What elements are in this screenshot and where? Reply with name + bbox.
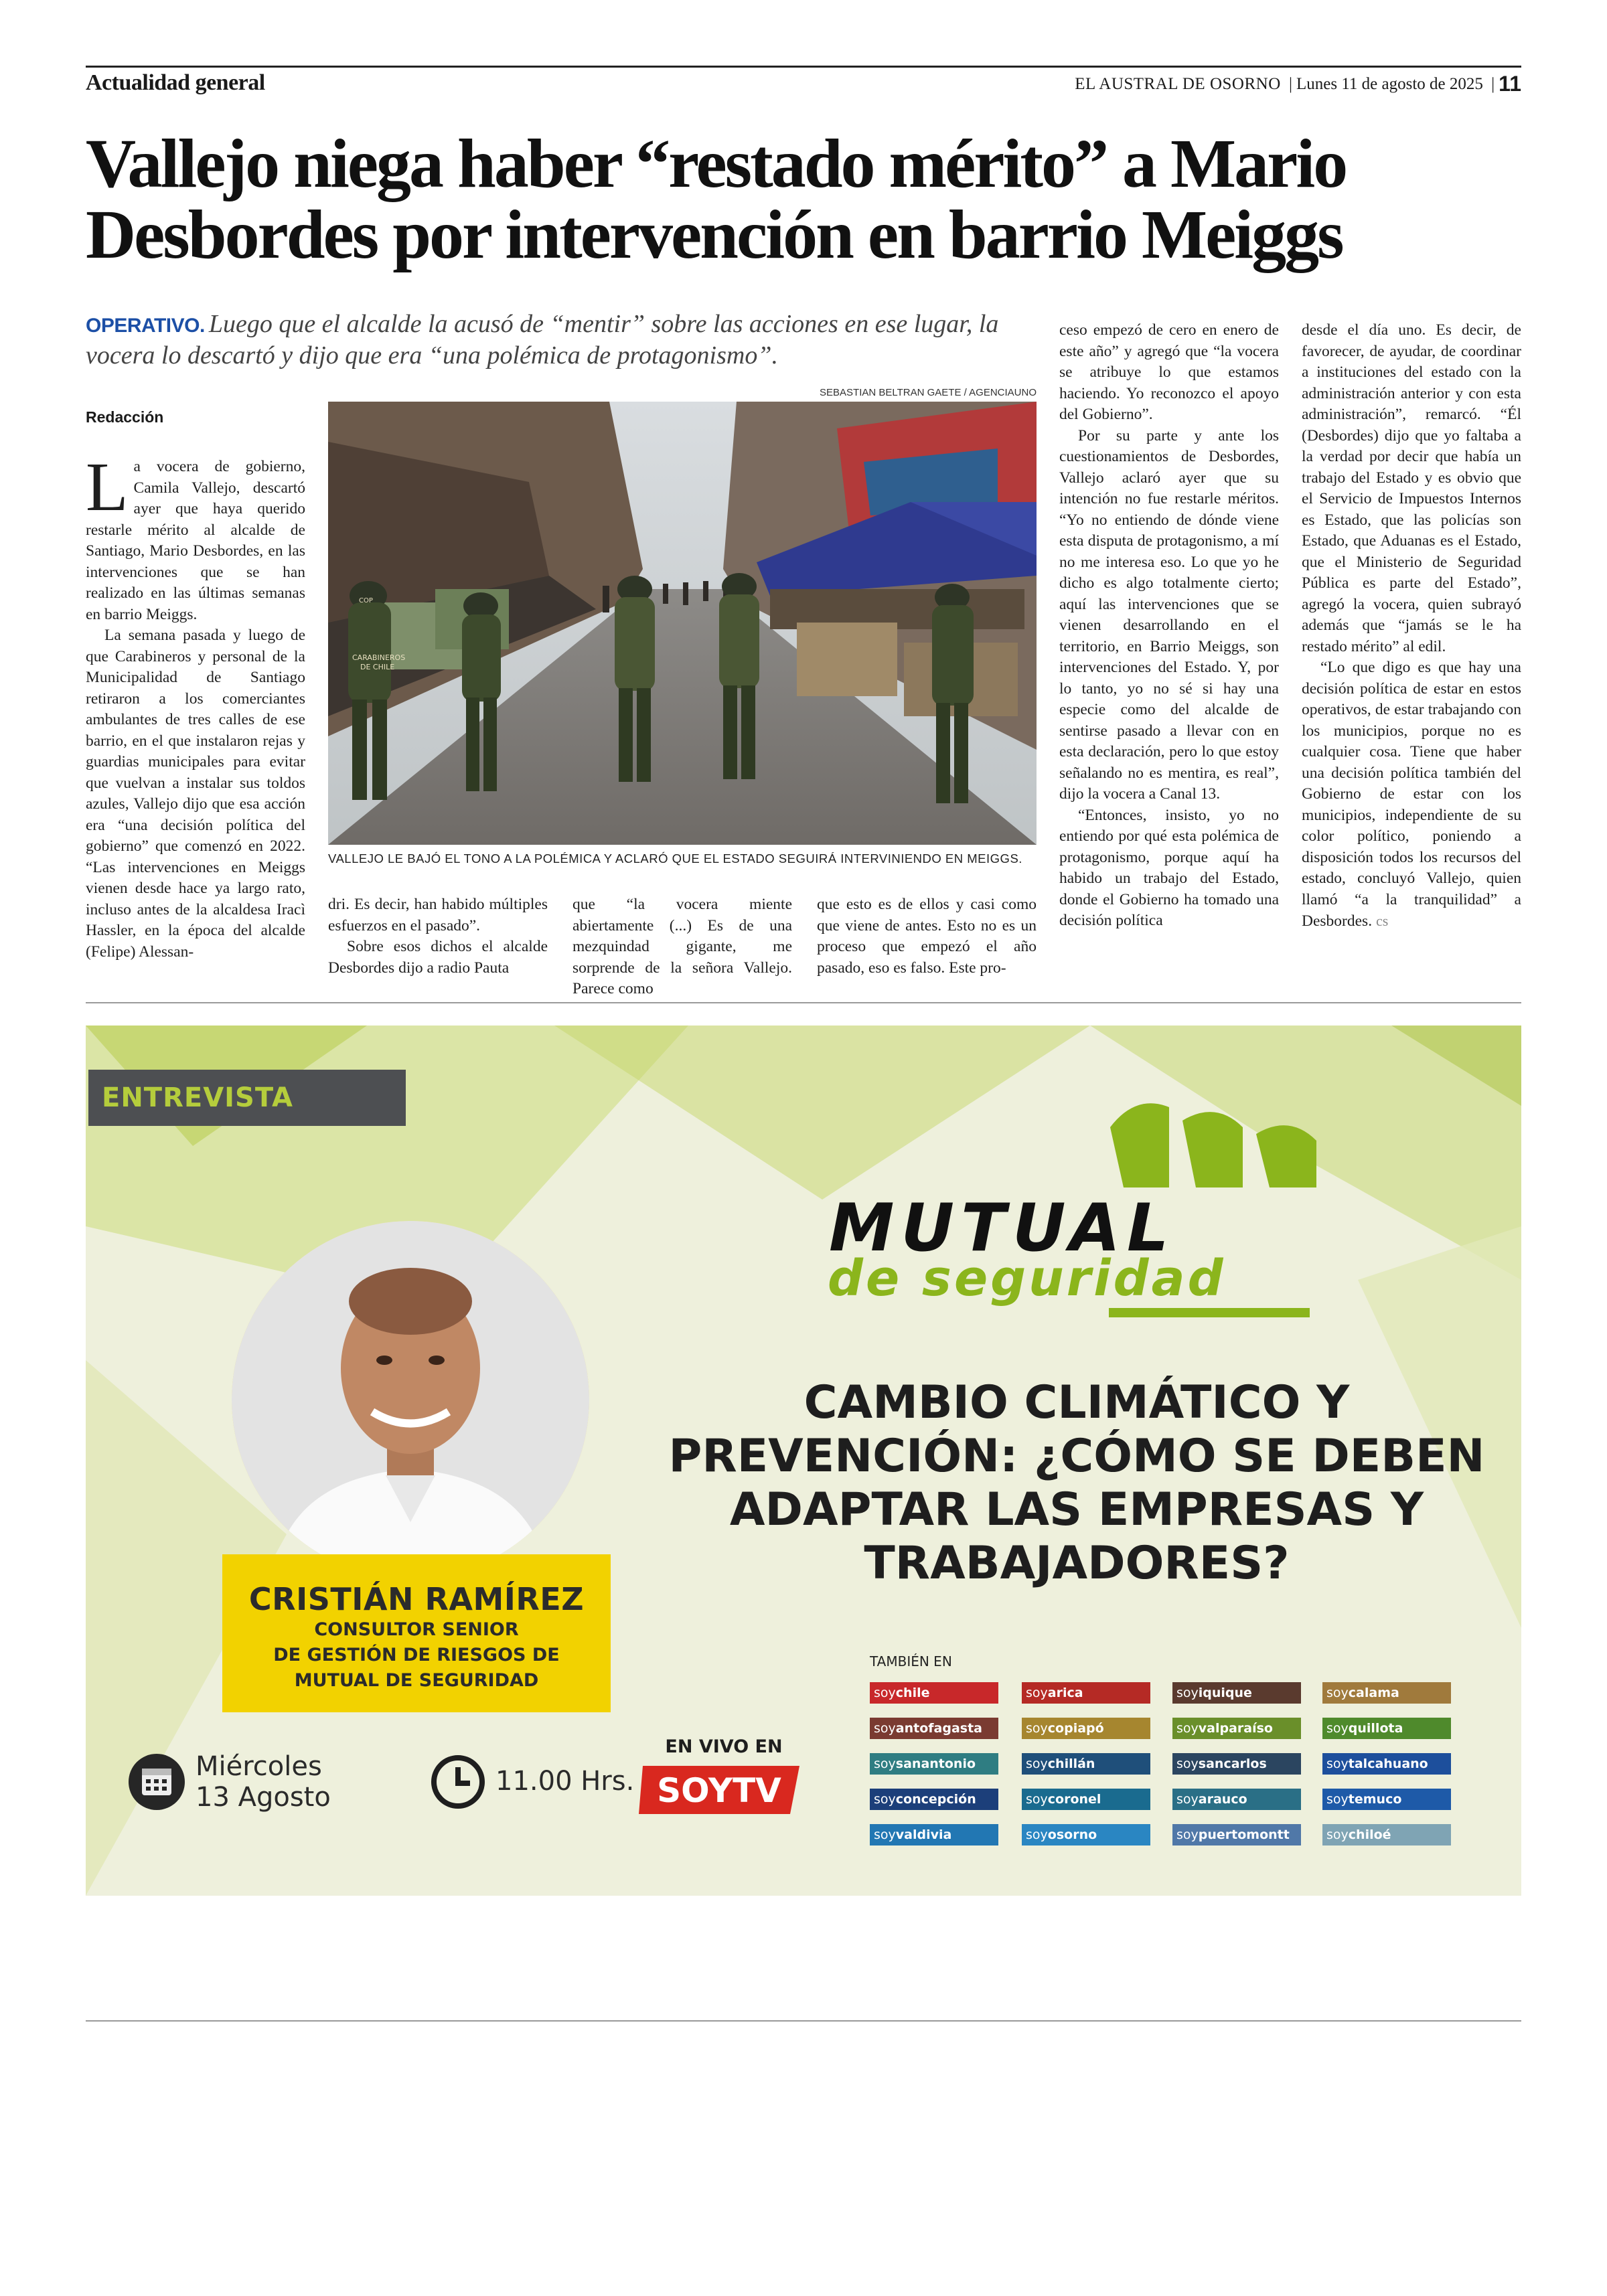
channel-chip <box>1172 1789 1301 1810</box>
channel-prefix: soy <box>1326 1756 1349 1771</box>
channel-name: iquique <box>1198 1686 1252 1700</box>
svg-text:SOYTV: SOYTV <box>657 1771 781 1810</box>
paragraph: “Lo que digo es que hay una decisión política de estar en estos operativos, de estar trabajando con los municipios, porque no es cualquier cosa. Tiene que haber una decisión política también del Gobierno de estar con los municipios, independiente de su color político, poniendo a disposición todos los recursos del estado, concluyó Vallejo, quien llamó “a la tranquilidad” a Desbordes. cs <box>1302 659 1521 930</box>
article-column-1 <box>86 448 305 963</box>
channel-chip <box>1022 1753 1150 1775</box>
portrait <box>232 1221 589 1578</box>
publication-name: EL AUSTRAL DE OSORNO <box>1075 75 1281 93</box>
calendar-icon <box>129 1754 185 1810</box>
event-date <box>196 1751 331 1813</box>
paragraph: Sobre esos dichos el alcalde Desbordes dijo a radio Pauta <box>328 938 548 977</box>
channel-prefix: soy <box>874 1827 896 1842</box>
channel-chip <box>1022 1824 1150 1846</box>
channel-prefix: soy <box>1026 1792 1048 1807</box>
paragraph: Por su parte y ante los cuestionamientos de Desbordes, Vallejo aclaró ayer que su intención no fue restarle méritos. “Yo no entiendo de dónde viene esta disputa de protagonismo, a mí no me interesa eso. Lo que yo he dicho es algo totalmente cierto; aquí las intervenciones que se vienen desarrollando en el territorio, en Barrio Meiggs, son intervenciones del Estado. Y, por lo tanto, yo no sé si hay una especie como del alcalde de sentirse pasado a llevar con en esta declaración, pero lo que estoy señalando no es mentira, es real”, dijo la vocera a Canal 13. <box>1059 426 1279 803</box>
paragraph: “Entonces, insisto, yo no entiendo por qué esta polémica de protagonismo, porque aquí ha habido un trabajo del Estado, donde el Gobierno ha tomado una decisión política <box>1059 806 1279 929</box>
lead-text: Luego que el alcalde la acusó de “mentir” sobre las acciones en ese lugar, la vocera lo descartó y dijo que era “una polémica de protagonismo”. <box>86 310 999 370</box>
channel-name: chillán <box>1047 1756 1095 1771</box>
channel-prefix: soy <box>874 1756 896 1771</box>
dropcap: L <box>86 448 129 525</box>
channel-prefix: soy <box>1326 1792 1349 1807</box>
speaker-role-3: MUTUAL DE SEGURIDAD <box>294 1670 539 1691</box>
channel-chip <box>1172 1718 1301 1739</box>
channel-name: coronel <box>1047 1792 1101 1807</box>
top-divider <box>86 1002 1521 1003</box>
lead-paragraph <box>86 309 1050 371</box>
channel-chip <box>870 1824 998 1846</box>
logo-tagline: de seguridad <box>828 1250 1226 1307</box>
paragraph: que “la vocera miente abiertamente (...) Es de una mezquindad gigante, me sorprende de la señora Vallejo. Parece como <box>572 896 792 997</box>
end-mark: cs <box>1375 912 1389 929</box>
section-name: Actualidad general <box>86 70 265 95</box>
channel-prefix: soy <box>874 1721 896 1736</box>
channel-chip <box>870 1753 998 1775</box>
channel-chip <box>1022 1718 1150 1739</box>
channel-chip <box>1322 1824 1451 1846</box>
channel-prefix: soy <box>1026 1721 1048 1736</box>
ad-label: ENTREVISTA <box>88 1070 406 1126</box>
channel-prefix: soy <box>874 1686 896 1700</box>
page-number: 11 <box>1499 72 1521 96</box>
soytv-logo-icon <box>639 1763 799 1817</box>
svg-text:CARABINEROS: CARABINEROS <box>352 653 406 662</box>
channel-prefix: soy <box>1326 1686 1349 1700</box>
channel-name: copiapó <box>1047 1721 1104 1736</box>
channel-name: sancarlos <box>1198 1756 1267 1771</box>
channel-name: puertomontt <box>1198 1827 1290 1842</box>
speaker-role-1: CONSULTOR SENIOR <box>314 1619 519 1640</box>
kicker: OPERATIVO. <box>86 315 205 337</box>
logo-wordmark: MUTUAL <box>829 1190 1176 1266</box>
channel-prefix: soy <box>1176 1686 1199 1700</box>
channel-prefix: soy <box>1176 1792 1199 1807</box>
clock-icon <box>430 1754 486 1810</box>
svg-text:DE CHILE: DE CHILE <box>360 663 395 671</box>
channel-chip <box>1172 1682 1301 1704</box>
channel-prefix: soy <box>1026 1827 1048 1842</box>
header-meta <box>1075 72 1521 96</box>
channel-chip <box>870 1718 998 1739</box>
speaker-name: CRISTIÁN RAMÍREZ <box>248 1581 585 1617</box>
channel-name: chile <box>895 1686 930 1700</box>
also-on-label: TAMBIÉN EN <box>870 1653 952 1669</box>
channel-name: talcahuano <box>1348 1756 1428 1771</box>
article-column-2 <box>328 894 548 979</box>
page-header <box>86 66 1521 98</box>
byline: Redacción <box>86 408 164 426</box>
paragraph: La vocera de gobierno, Camila Vallejo, descartó ayer que haya querido restarle mérito al alcalde de Santiago, Mario Desbordes, en las intervenciones que se han realizado en las últimas semanas en barrio Meiggs. <box>86 448 305 623</box>
bottom-divider <box>86 2020 1521 2022</box>
event-date-value: 13 Agosto <box>196 1782 331 1813</box>
channel-name: quillota <box>1348 1721 1403 1736</box>
photo-caption: VALLEJO LE BAJÓ EL TONO A LA POLÉMICA Y ACLARÓ QUE EL ESTADO SEGUIRÁ INTERVINIENDO EN MEIGGS. <box>328 851 1022 866</box>
channel-chip <box>870 1682 998 1704</box>
photo-credit: SEBASTIAN BELTRAN GAETE / AGENCIAUNO <box>820 387 1037 398</box>
channel-name: calama <box>1348 1686 1399 1700</box>
live-label: EN VIVO EN <box>665 1736 783 1757</box>
channel-name: arica <box>1047 1686 1083 1700</box>
channel-name: concepción <box>895 1792 976 1807</box>
channel-chip <box>1172 1824 1301 1846</box>
headline: Vallejo niega haber “restado mérito” a Mario Desbordes por intervención en barrio Meiggs <box>86 125 1347 273</box>
channel-grid <box>870 1682 1459 1870</box>
channel-name: sanantonio <box>895 1756 976 1771</box>
channel-prefix: soy <box>1176 1827 1199 1842</box>
paragraph: ceso empezó de cero en enero de este año” y agregó que “la vocera se atribuye lo que estamos haciendo. Yo reconozco el apoyo del Gobierno”. <box>1059 321 1279 423</box>
channel-chip <box>1322 1682 1451 1704</box>
person-photo <box>232 1221 589 1578</box>
paragraph: desde el día uno. Es decir, de favorecer, de ayudar, de coordinar a instituciones del estado con la administración anterior y con esta administración”, remarcó. “Él (Desbordes) dijo que yo faltaba a la verdad por decir que había un trabajo del Estado y es obvio que el Servicio de Impuestos Internos es Estado, que las policías son Estado, que Aduanas es el Estado, que el Ministerio de Seguridad Pública es parte del Estado”, agregó la vocera, quien subrayó además que “jamás se le ha restado mérito” al edil. <box>1302 321 1521 655</box>
event-day: Miércoles <box>196 1751 322 1782</box>
channel-name: temuco <box>1348 1792 1402 1807</box>
speaker-role-2: DE GESTIÓN DE RIESGOS DE <box>273 1645 560 1665</box>
event-time: 11.00 Hrs. <box>495 1766 635 1797</box>
channel-name: osorno <box>1047 1827 1097 1842</box>
channel-chip <box>1322 1753 1451 1775</box>
paragraph: que esto es de ellos y casi como que viene de antes. Esto no es un proceso que empezó el año pasado, eso es falso. Este pro- <box>817 896 1037 977</box>
channel-prefix: soy <box>1326 1721 1349 1736</box>
channel-prefix: soy <box>874 1792 896 1807</box>
channel-name: chiloé <box>1348 1827 1391 1842</box>
channel-prefix: soy <box>1176 1721 1199 1736</box>
channel-name: valparaíso <box>1198 1721 1273 1736</box>
channel-prefix: soy <box>1026 1756 1048 1771</box>
channel-chip <box>1322 1789 1451 1810</box>
speaker-card <box>222 1554 611 1712</box>
separator: | <box>1491 75 1495 93</box>
channel-chip <box>1022 1682 1150 1704</box>
paragraph: dri. Es decir, han habido múltiples esfuerzos en el pasado”. <box>328 896 548 934</box>
channel-chip <box>1022 1789 1150 1810</box>
channel-name: arauco <box>1198 1792 1247 1807</box>
channel-chip <box>870 1789 998 1810</box>
svg-text:COP: COP <box>359 597 373 604</box>
ad-headline: CAMBIO CLIMÁTICO Y PREVENCIÓN: ¿CÓMO SE DEBEN ADAPTAR LAS EMPRESAS Y TRABAJADORES? <box>668 1376 1485 1590</box>
article-photo <box>328 402 1037 845</box>
article-column-6 <box>1302 320 1521 932</box>
channel-name: antofagasta <box>895 1721 982 1736</box>
article-column-5 <box>1059 320 1279 932</box>
channel-name: valdivia <box>895 1827 952 1842</box>
advertisement <box>86 1026 1521 1896</box>
channel-chip <box>1172 1753 1301 1775</box>
separator: | <box>1289 75 1293 93</box>
channel-prefix: soy <box>1026 1686 1048 1700</box>
channel-prefix: soy <box>1176 1756 1199 1771</box>
paragraph: La semana pasada y luego de que Carabineros y personal de la Municipalidad de Santiago retiraron a los comerciantes ambulantes de tres calles de ese barrio, en el que instalaron rejas y guardias municipales para evitar que vuelvan a instalar sus toldos azules, Vallejo dijo que esa acción era “una decisión política del gobierno” que comenzó en 2022. “Las intervenciones en Meiggs vienen desde hace ya largo rato, incluso antes de la alcaldesa Iracì Hassler, en la época del alcalde (Felipe) Alessan- <box>86 627 305 961</box>
issue-date: Lunes 11 de agosto de 2025 <box>1296 75 1483 93</box>
channel-prefix: soy <box>1326 1827 1349 1842</box>
article-column-3 <box>572 894 792 1000</box>
channel-chip <box>1322 1718 1451 1739</box>
street-scene-image <box>328 402 1037 845</box>
article-column-4 <box>817 894 1037 979</box>
